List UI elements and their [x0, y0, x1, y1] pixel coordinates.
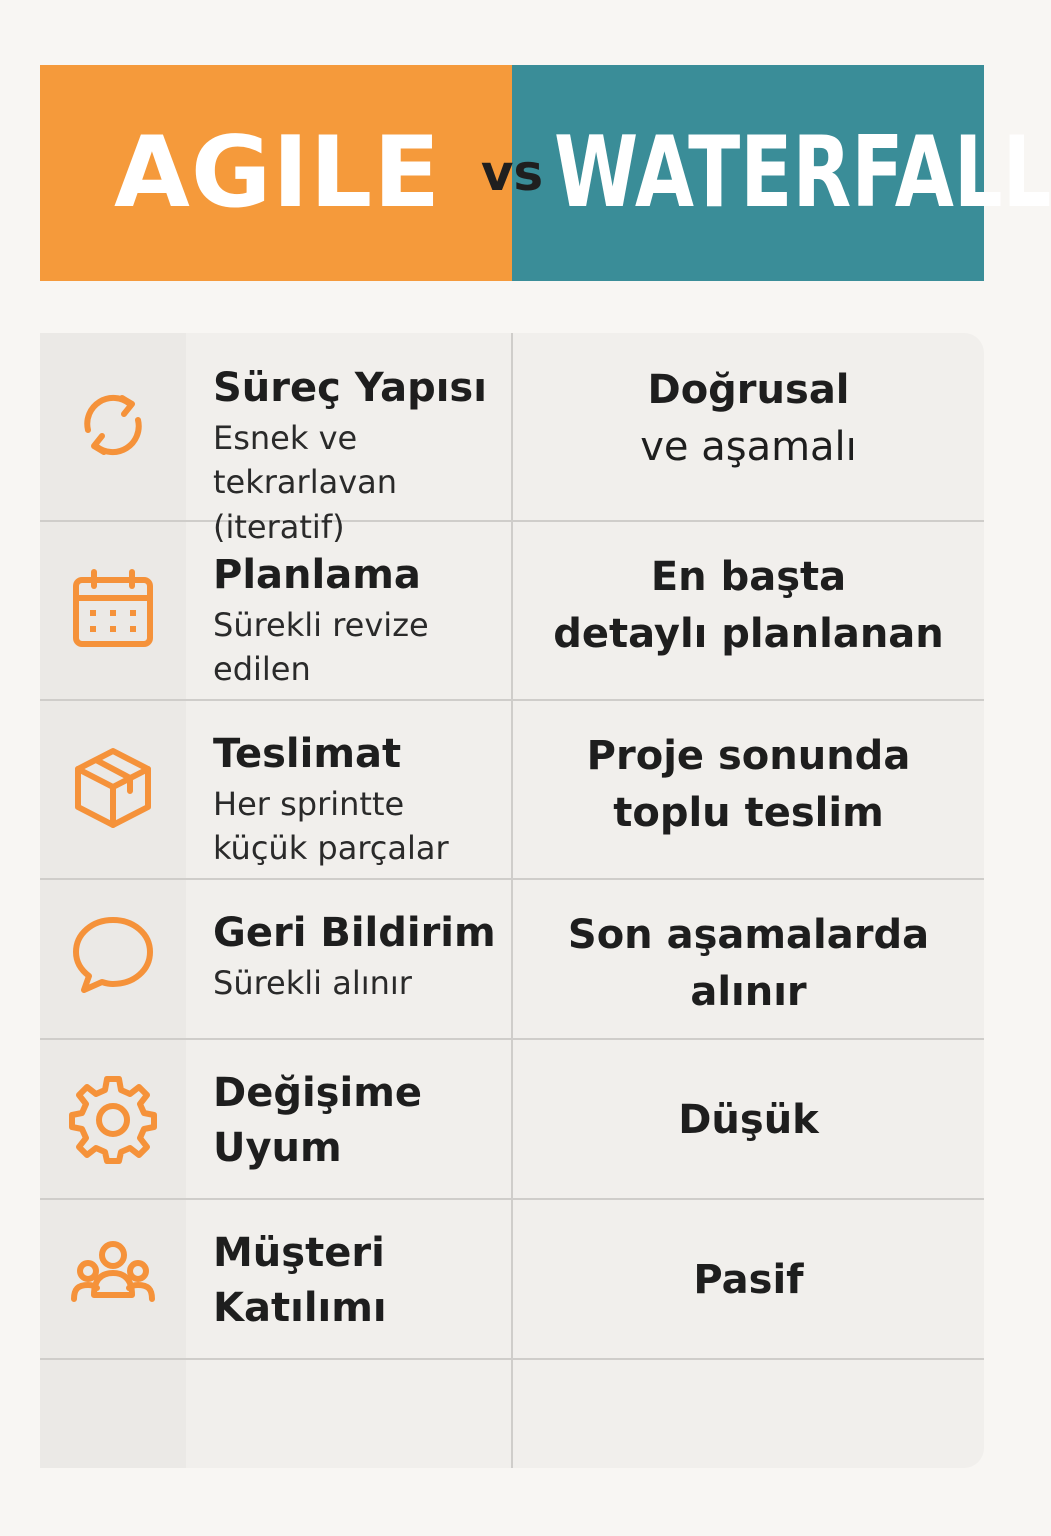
agile-cell	[213, 548, 513, 692]
waterfall-line-2: detaylı planlanan	[553, 610, 944, 657]
waterfall-cell	[513, 1252, 984, 1309]
agile-description-line-1: Sürekli alınır	[213, 964, 412, 1003]
calendar-icon	[68, 564, 158, 654]
gear-icon	[68, 1073, 158, 1163]
waterfall-cell	[513, 907, 984, 1021]
waterfall-cell	[513, 1092, 984, 1149]
agile-description-line-1: Sürekli revize	[213, 606, 429, 645]
agile-title: AGILE	[114, 116, 442, 230]
agile-cell	[213, 727, 513, 871]
row-title-line-1: Değişime	[213, 1070, 423, 1116]
waterfall-header-panel	[512, 65, 1051, 281]
row-title-line-1: Müşteri	[213, 1230, 385, 1276]
agile-description-line-2: edilen	[213, 650, 311, 689]
row-title: Geri Bildirim	[213, 910, 496, 956]
waterfall-line-1: Pasif	[693, 1257, 804, 1303]
agile-description-line-2: küçük parçalar	[213, 829, 449, 868]
waterfall-cell	[513, 549, 984, 663]
chat-bubble-icon	[68, 910, 158, 1000]
waterfall-line-1: Doğrusal	[647, 367, 850, 413]
row-title-line-2: Katılımı	[213, 1285, 387, 1332]
users-group-icon	[68, 1233, 158, 1323]
agile-header-panel	[40, 65, 512, 281]
row-title: Planlama	[213, 552, 421, 598]
row-title: Teslimat	[213, 731, 402, 777]
waterfall-line-1: Düşük	[678, 1097, 819, 1143]
row-title-line-2: Uyum	[213, 1125, 342, 1172]
waterfall-title: WATERFALL	[554, 116, 1051, 230]
waterfall-line-2: toplu teslim	[613, 789, 884, 836]
column-divider	[511, 333, 513, 1468]
waterfall-line-2: ve aşamalı	[640, 423, 857, 470]
waterfall-line-1: Son aşamalarda	[567, 912, 930, 958]
waterfall-cell	[513, 728, 984, 842]
agile-description-line-1: Her sprintte	[213, 785, 405, 824]
waterfall-line-1: En başta	[650, 554, 847, 600]
agile-description-line-2: tekrarlavan (iteratif)	[213, 463, 398, 546]
agile-cell	[213, 1066, 513, 1176]
agile-cell	[213, 1226, 513, 1336]
agile-cell	[213, 906, 513, 1005]
header-banner	[40, 65, 1051, 281]
waterfall-line-1: Proje sonunda	[586, 733, 911, 779]
waterfall-cell	[513, 362, 984, 476]
agile-cell	[213, 361, 513, 549]
waterfall-line-2: alınır	[690, 968, 807, 1015]
agile-description-line-1: Esnek ve	[213, 419, 358, 458]
row-title: Süreç Yapısı	[213, 365, 487, 411]
comparison-table	[40, 333, 984, 1468]
vs-label: vs	[480, 144, 544, 202]
package-box-icon	[68, 743, 158, 833]
refresh-cycle-icon	[68, 380, 158, 470]
